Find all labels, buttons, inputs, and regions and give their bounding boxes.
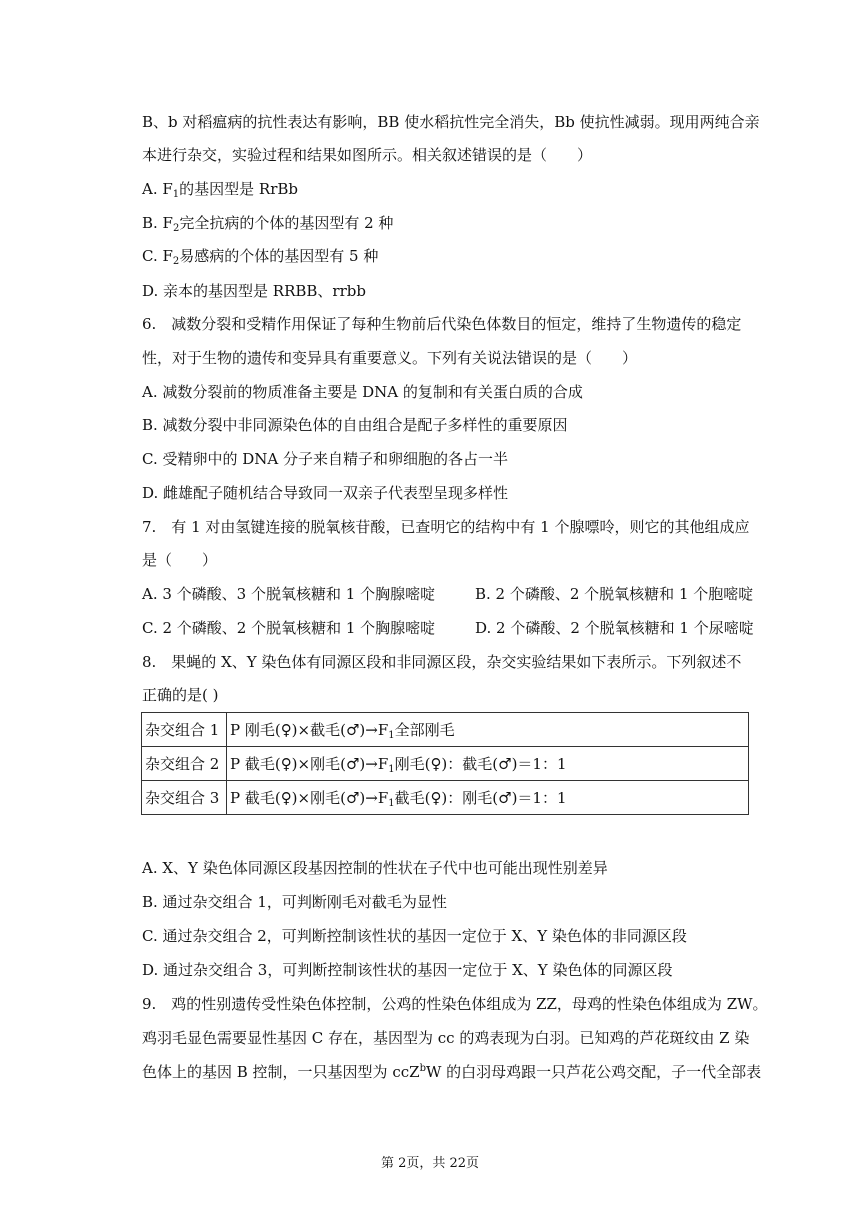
cross-results-table xyxy=(141,712,749,815)
q8-stem-line1: 8. 果蝇的 X、Y 染色体有同源区段和非同源区段，杂交实验结果如下表所示。下列叙述不 xyxy=(142,653,742,671)
table-row xyxy=(142,713,749,747)
cross-label: 杂交组合 1 xyxy=(142,713,227,747)
q7-stem-line1: 7. 有 1 对由氢键连接的脱氧核苷酸，已查明它的结构中有 1 个腺嘌呤，则它的其他组成应 xyxy=(142,518,750,536)
page-footer: 第 2页，共 22页 xyxy=(380,1156,480,1171)
q7-option-d: D. 2 个磷酸、2 个脱氧核糖和 1 个尿嘧啶 xyxy=(475,619,754,637)
cross-result: P 截毛(♀)×刚毛$(♂)\to F_1$截毛(♀)：刚毛(♂)＝1：1 xyxy=(227,781,749,815)
q5-option-a: A. $F_1$的基因型是 RrBb xyxy=(142,180,299,200)
q5-stem-line1: B、b 对稻瘟病的抗性表达有影响，BB 使水稻抗性完全消失，Bb 使抗性减弱。现用两纯合亲 xyxy=(142,113,760,131)
table-row xyxy=(142,781,749,815)
cross-result: P 刚毛(♀)×截毛$(♂)\to F_1$全部刚毛 xyxy=(227,713,749,747)
q8-option-a: A. X、Y 染色体同源区段基因控制的性状在子代中也可能出现性别差异 xyxy=(142,859,608,877)
q6-option-b: B. 减数分裂中非同源染色体的自由组合是配子多样性的重要原因 xyxy=(142,416,568,434)
q5-option-c: C. $F_2$易感病的个体的基因型有 5 种 xyxy=(142,247,379,267)
q9-stem-line2: 鸡羽毛显色需要显性基因 C 存在，基因型为 cc 的鸡表现为白羽。已知鸡的芦花斑纹由 Z 染 xyxy=(142,1029,750,1047)
q5-stem-line2: 本进行杂交，实验过程和结果如图所示。相关叙述错误的是（ ） xyxy=(142,146,593,164)
q7-option-b: B. 2 个磷酸、2 个脱氧核糖和 1 个胞嘧啶 xyxy=(475,585,754,603)
q5-option-d: D. 亲本的基因型是 RRBB、rrbb xyxy=(142,282,366,300)
q8-option-b: B. 通过杂交组合 1，可判断刚毛对截毛为显性 xyxy=(142,893,447,911)
q6-option-a: A. 减数分裂前的物质准备主要是 DNA 的复制和有关蛋白质的合成 xyxy=(142,383,583,401)
q7-option-c: C. 2 个磷酸、2 个脱氧核糖和 1 个胸腺嘧啶 xyxy=(142,619,436,637)
q6-option-c: C. 受精卵中的 DNA 分子来自精子和卵细胞的各占一半 xyxy=(142,450,509,468)
table-row xyxy=(142,747,749,781)
q6-stem-line1: 6. 减数分裂和受精作用保证了每种生物前后代染色体数目的恒定，维持了生物遗传的稳定 xyxy=(142,315,742,333)
cross-label: 杂交组合 3 xyxy=(142,781,227,815)
q7-stem-line2: 是（ ） xyxy=(142,551,218,569)
cross-label: 杂交组合 2 xyxy=(142,747,227,781)
q7-option-a: A. 3 个磷酸、3 个脱氧核糖和 1 个胸腺嘧啶 xyxy=(142,585,436,603)
q8-option-c: C. 通过杂交组合 2，可判断控制该性状的基因一定位于 X、Y 染色体的非同源区段 xyxy=(142,927,687,945)
q6-option-d: D. 雌雄配子随机结合导致同一双亲子代表型呈现多样性 xyxy=(142,484,509,502)
q9-stem-line3: 色体上的基因 B 控制，一只基因型为 ccZ$^b$W 的白羽母鸡跟一只芦花公鸡交配，子一代全部表 xyxy=(142,1063,762,1081)
q8-stem-line2: 正确的是( ) xyxy=(142,686,219,704)
q5-option-b: B. $F_2$完全抗病的个体的基因型有 2 种 xyxy=(142,214,394,234)
q6-stem-line2: 性，对于生物的遗传和变异具有重要意义。下列有关说法错误的是（ ） xyxy=(142,349,638,367)
q9-stem-line1: 9. 鸡的性别遗传受性染色体控制，公鸡的性染色体组成为 ZZ，母鸡的性染色体组成为 ZW。 xyxy=(142,995,768,1013)
cross-result: P 截毛(♀)×刚毛$(♂)\to F_1$刚毛(♀)：截毛(♂)＝1：1 xyxy=(227,747,749,781)
q8-option-d: D. 通过杂交组合 3，可判断控制该性状的基因一定位于 X、Y 染色体的同源区段 xyxy=(142,961,673,979)
